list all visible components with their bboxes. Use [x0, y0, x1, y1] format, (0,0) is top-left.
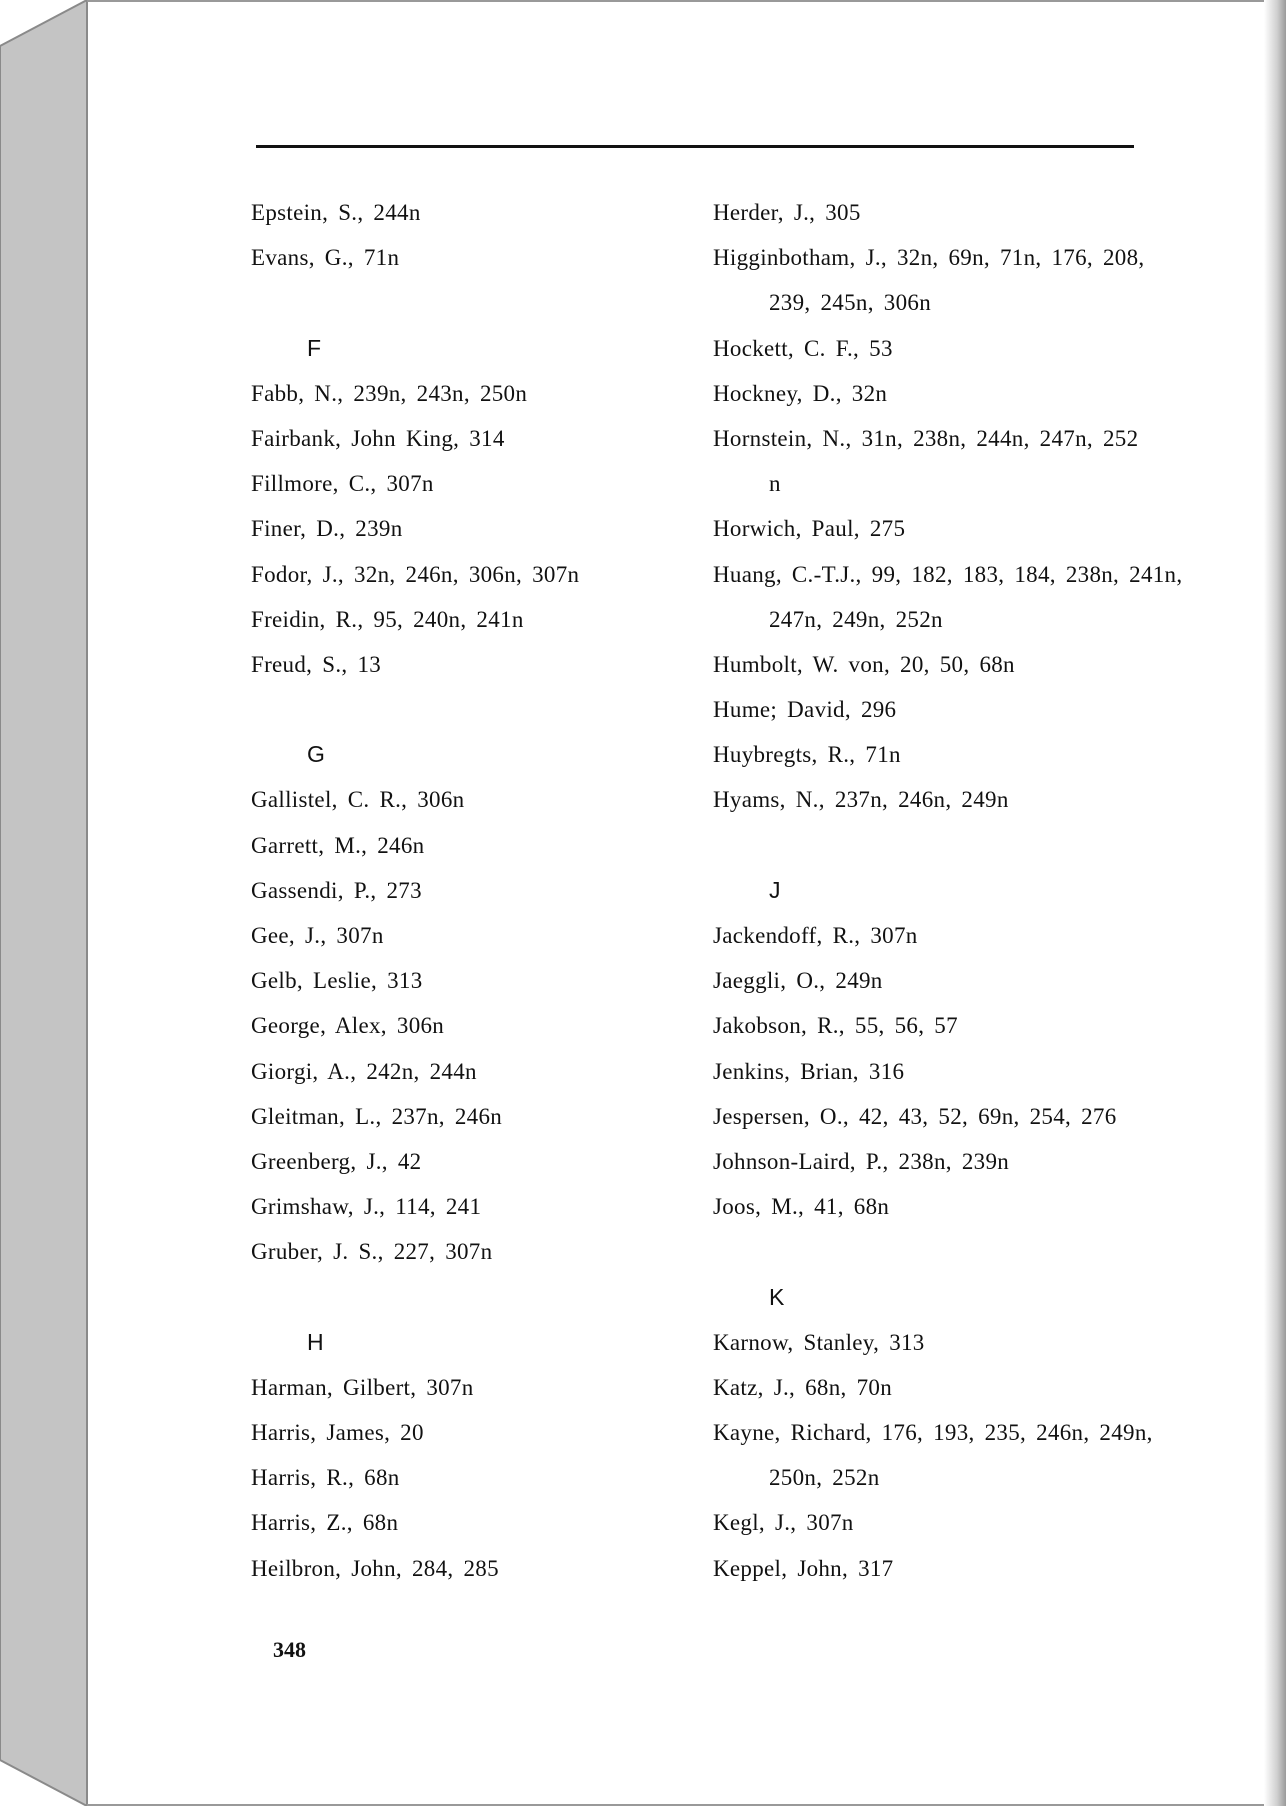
blank-line: [251, 280, 691, 325]
index-entry-text: Higginbotham, J., 32n, 69n, 71n, 176, 208,: [713, 245, 1145, 271]
index-entry: [713, 326, 1153, 371]
index-entry: [713, 416, 1153, 506]
index-entry-text: Harris, Z., 68n: [251, 1510, 399, 1536]
index-entry-text: Finer, D., 239n: [251, 516, 403, 542]
index-entry-text: Epstein, S., 244n: [251, 200, 421, 225]
index-entry-text: Hume; David, 296: [713, 697, 897, 723]
index-entry-text: Kayne, Richard, 176, 193, 235, 246n, 249n,: [713, 1420, 1153, 1446]
index-entry-text: Gee, J., 307n: [251, 923, 384, 948]
index-entry: [251, 1094, 691, 1139]
index-entry: [251, 1003, 691, 1048]
index-entry-text: Gleitman, L., 237n, 246n: [251, 1103, 503, 1129]
index-entry-text: Keppel, John, 317: [713, 1555, 894, 1581]
index-entry-text: Johnson-Laird, P., 238n, 239n: [713, 1148, 1010, 1174]
index-entry-text: Heilbron, John, 284, 285: [251, 1555, 499, 1581]
index-entry-text: Harris, R., 68n: [251, 1465, 400, 1491]
index-entry-text: Hockney, D., 32n: [713, 380, 888, 406]
index-entry-text: Hornstein, N., 31n, 238n, 244n, 247n, 252: [713, 425, 1139, 451]
index-entry: [251, 371, 691, 416]
section-letter-heading: F: [307, 334, 322, 361]
index-entry-continuation: 247n, 249n, 252n: [769, 606, 943, 632]
index-entry: [713, 371, 1153, 416]
index-entry: [251, 597, 691, 642]
section-letter-heading: K: [769, 1283, 785, 1310]
index-entry: [251, 416, 691, 461]
index-entry: [713, 1546, 1153, 1591]
index-entry-text: Fodor, J., 32n, 246n, 306n, 307n: [251, 561, 580, 587]
index-entry-text: Fillmore, C., 307n: [251, 471, 434, 497]
index-entry-text: Joos, M., 41, 68n: [713, 1194, 890, 1220]
index-entry: [251, 777, 691, 822]
index-entry: [713, 506, 1153, 551]
index-entry: [713, 1139, 1153, 1184]
index-entry-continuation: 239, 245n, 306n: [769, 290, 931, 316]
index-entry-text: Jenkins, Brian, 316: [713, 1058, 905, 1084]
index-entry: [713, 190, 1153, 235]
blank-line: [251, 687, 691, 732]
index-entry: [713, 235, 1153, 325]
index-entry-text: Jackendoff, R., 307n: [713, 923, 918, 948]
index-entry: [713, 1500, 1153, 1545]
index-entry-text: George, Alex, 306n: [251, 1013, 445, 1039]
index-entry: [713, 552, 1183, 642]
index-entry-text: Harman, Gilbert, 307n: [251, 1374, 474, 1400]
index-entry-text: Grimshaw, J., 114, 241: [251, 1194, 482, 1220]
index-entry-text: Karnow, Stanley, 313: [713, 1329, 925, 1355]
index-entry: [251, 958, 691, 1003]
index-entry-text: Katz, J., 68n, 70n: [713, 1374, 893, 1400]
index-entry-continuation: 250n, 252n: [769, 1465, 880, 1491]
index-entry-text: Fairbank, John King, 314: [251, 425, 505, 451]
index-entry: [713, 1320, 1153, 1365]
index-entry-text: Huang, C.-T.J., 99, 182, 183, 184, 238n, 241n,: [713, 561, 1183, 587]
index-entry: [713, 913, 1153, 958]
index-entry-text: Jespersen, O., 42, 43, 52, 69n, 254, 276: [713, 1103, 1117, 1129]
index-entry: [713, 777, 1153, 822]
index-entry-text: Freidin, R., 95, 240n, 241n: [251, 606, 524, 632]
index-entry-text: Gelb, Leslie, 313: [251, 968, 423, 994]
index-entry-text: Greenberg, J., 42: [251, 1148, 422, 1174]
index-entry-text: Hockett, C. F., 53: [713, 335, 893, 361]
index-entry-text: Freud, S., 13: [251, 651, 382, 677]
index-entry-text: Horwich, Paul, 275: [713, 516, 906, 542]
blank-line: [713, 823, 1153, 868]
index-entry: [713, 687, 1153, 732]
index-entry-text: Gallistel, C. R., 306n: [251, 787, 465, 813]
index-entry-text: Gassendi, P., 273: [251, 877, 422, 903]
index-entry-text: Jaeggli, O., 249n: [713, 968, 883, 994]
index-column-left: [251, 190, 691, 1591]
index-entry: [251, 1229, 691, 1274]
index-entry: [713, 1049, 1153, 1094]
index-entry: [251, 868, 691, 913]
index-entry: [251, 1049, 691, 1094]
page-number: 348: [273, 1637, 306, 1662]
section-letter-heading: G: [307, 741, 326, 768]
index-entry-continuation: n: [769, 471, 781, 497]
index-entry: [713, 1184, 1153, 1229]
book-spine: [0, 0, 88, 1806]
index-entry-text: Jakobson, R., 55, 56, 57: [713, 1013, 958, 1039]
index-entry: [251, 1139, 691, 1184]
blank-line: [713, 1229, 1153, 1274]
index-entry: [251, 552, 691, 597]
index-entry-text: Evans, G., 71n: [251, 245, 400, 271]
index-entry: [251, 506, 691, 551]
page-edge-shadow: [1264, 0, 1286, 1806]
index-entry-text: Kegl, J., 307n: [713, 1510, 854, 1536]
index-entry: [713, 732, 1153, 777]
section-letter-heading: H: [307, 1328, 324, 1355]
index-entry: [251, 190, 691, 235]
index-entry-text: Huybregts, R., 71n: [713, 742, 901, 768]
index-entry: [251, 1410, 691, 1455]
index-entry: [713, 1003, 1153, 1048]
index-entry-text: Giorgi, A., 242n, 244n: [251, 1058, 477, 1084]
index-entry: [251, 1365, 691, 1410]
header-rule: [256, 145, 1134, 148]
index-entry-text: Hyams, N., 237n, 246n, 249n: [713, 787, 1009, 813]
index-entry: [251, 1184, 691, 1229]
index-entry: [251, 1455, 691, 1500]
index-entry: [251, 461, 691, 506]
index-entry: [713, 1094, 1153, 1139]
index-entry-text: Garrett, M., 246n: [251, 832, 425, 858]
index-entry: [251, 1500, 691, 1545]
index-column-right: [713, 190, 1183, 1591]
index-entry: [713, 642, 1153, 687]
index-entry-text: Humbolt, W. von, 20, 50, 68n: [713, 651, 1015, 677]
index-entry-text: Fabb, N., 239n, 243n, 250n: [251, 380, 528, 406]
index-entry: [713, 1365, 1153, 1410]
index-entry: [251, 235, 691, 280]
index-entry-text: Herder, J., 305: [713, 200, 861, 225]
index-entry: [251, 823, 691, 868]
index-entry-text: Gruber, J. S., 227, 307n: [251, 1239, 493, 1265]
blank-line: [251, 1275, 691, 1320]
index-entry: [251, 1546, 691, 1591]
index-entry: [251, 642, 691, 687]
section-letter-heading: J: [769, 876, 781, 903]
index-entry: [713, 958, 1153, 1003]
index-entry: [251, 913, 691, 958]
index-entry: [713, 1410, 1153, 1500]
index-entry-text: Harris, James, 20: [251, 1420, 424, 1446]
